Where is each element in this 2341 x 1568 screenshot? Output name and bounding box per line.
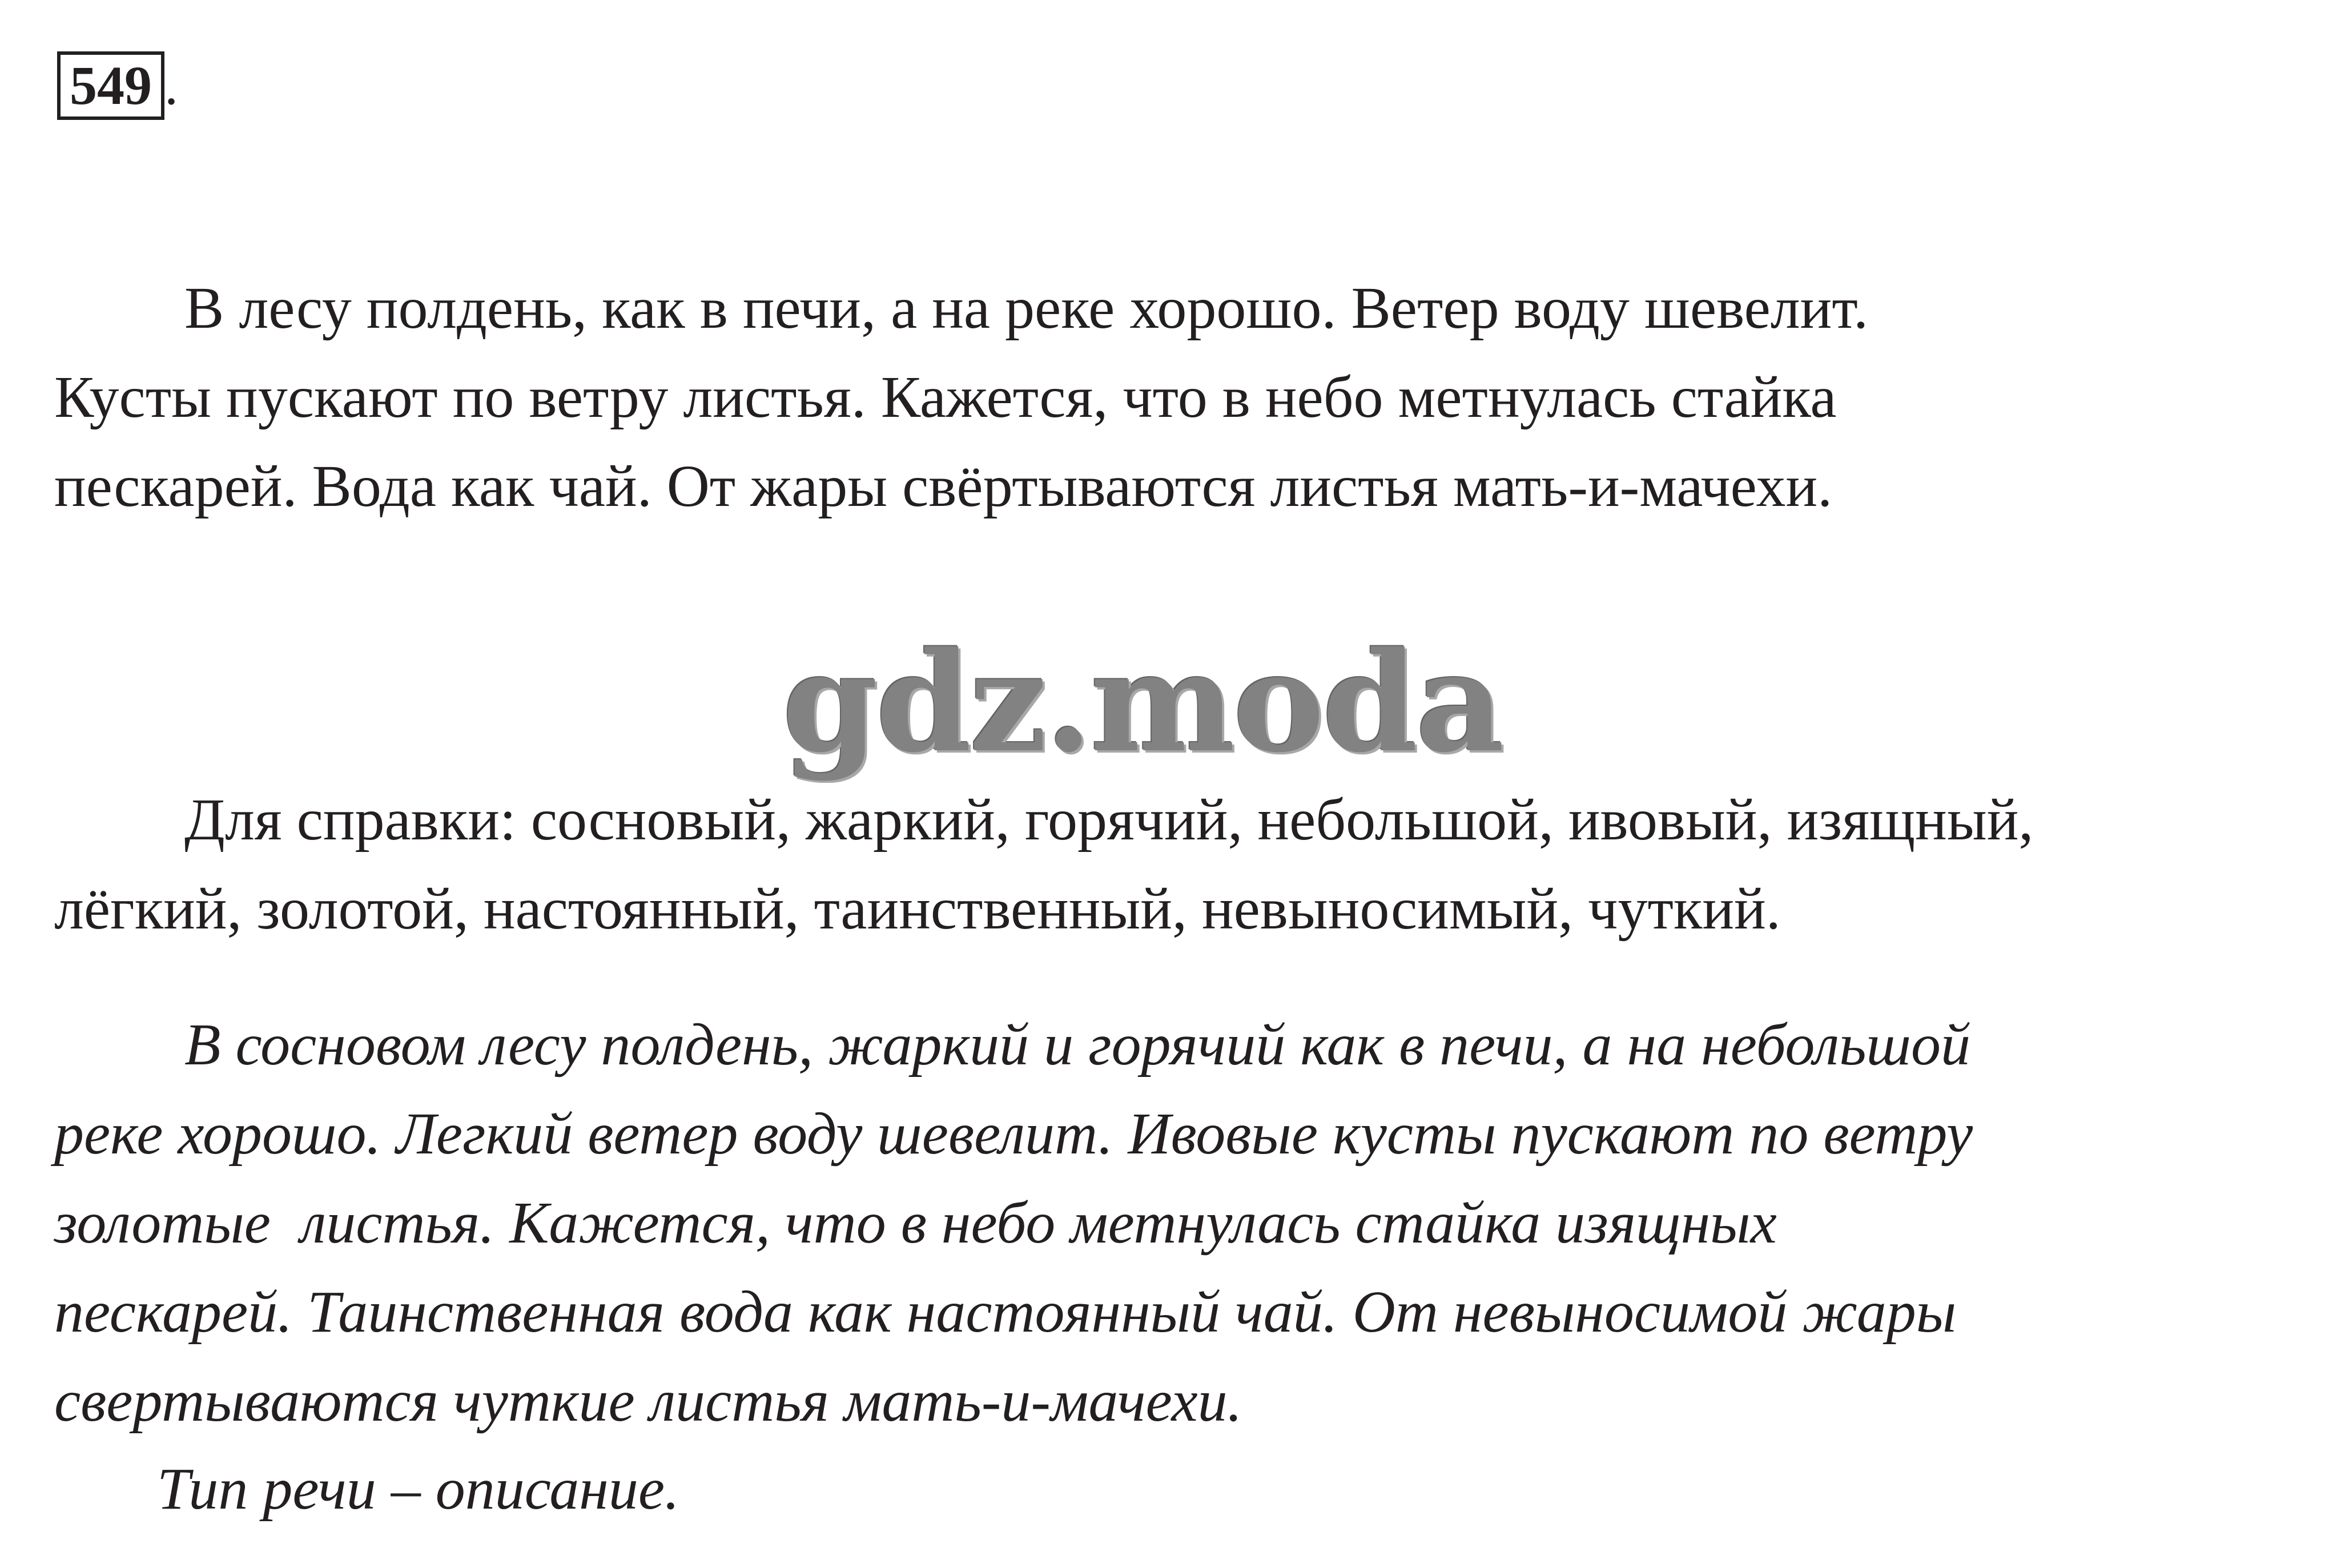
task-text-line: В лесу полдень, как в печи, а на реке хорошо. Ветер воду шевелит. xyxy=(184,275,1868,341)
reference-line: Для справки: сосновый, жаркий, горячий, небольшой, ивовый, изящный, xyxy=(184,787,2034,853)
speech-type: Тип речи – описание. xyxy=(157,1456,679,1522)
answer-line: В сосновом лесу полдень, жаркий и горячий как в печи, а на небольшой xyxy=(184,1012,1971,1078)
answer-line: свертываются чуткие листья мать-и-мачехи. xyxy=(54,1368,1242,1434)
exercise-number-dot: . xyxy=(164,55,178,116)
watermark-logo: gdz.moda xyxy=(782,622,1502,783)
answer-line: реке хорошо. Легкий ветер воду шевелит. Ивовые кусты пускают по ветру xyxy=(54,1101,1973,1167)
task-text-line: пескарей. Вода как чай. От жары свёртываются листья мать-и-мачехи. xyxy=(54,453,1833,519)
exercise-number-box: 549 xyxy=(57,51,164,120)
reference-line: лёгкий, золотой, настоянный, таинственный, невыносимый, чуткий. xyxy=(54,876,1781,942)
answer-line: пескарей. Таинственная вода как настоянный чай. От невыносимой жары xyxy=(54,1279,1957,1345)
reference-note xyxy=(54,775,2310,954)
task-text-line: Кусты пускают по ветру листья. Кажется, что в небо метнулась стайка xyxy=(54,364,1837,430)
exercise-number xyxy=(57,51,217,120)
task-text xyxy=(54,264,2310,531)
answer-text xyxy=(54,1000,2310,1446)
answer-line: золотые листья. Кажется, что в небо метнулась стайка изящных xyxy=(54,1190,1777,1256)
